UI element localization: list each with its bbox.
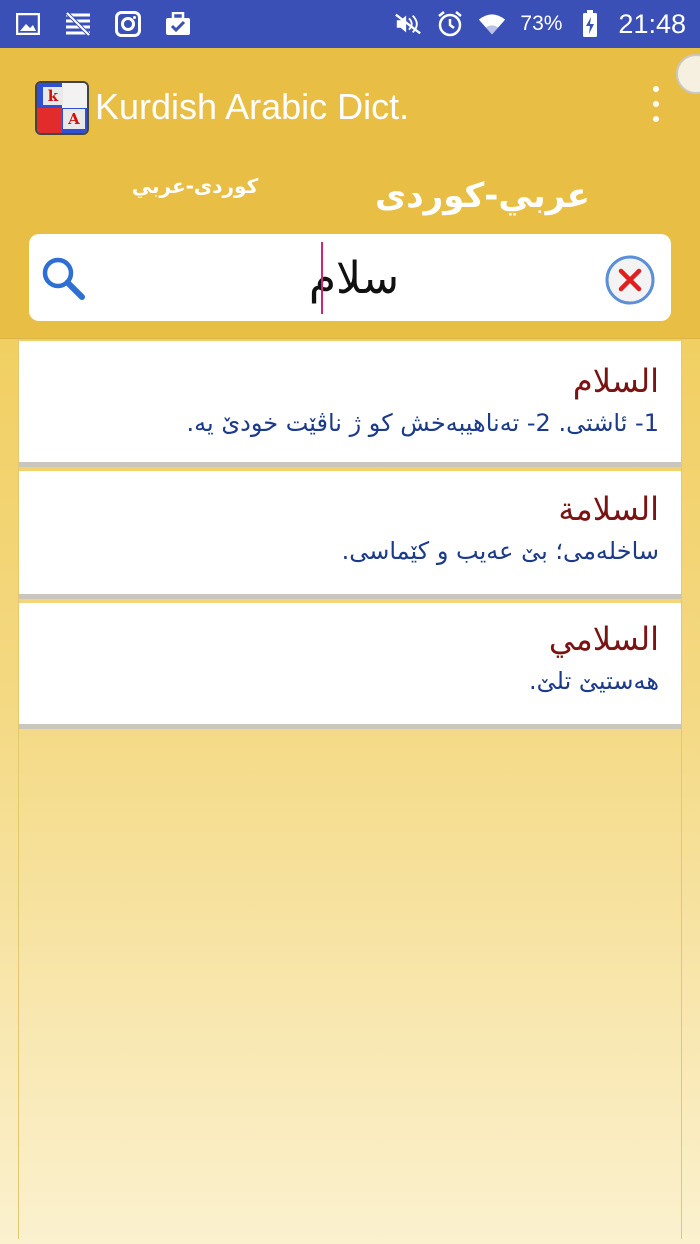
result-item[interactable] <box>19 471 681 599</box>
result-definition: هەستیێ تلێ. <box>528 667 659 695</box>
results-list <box>18 339 682 1239</box>
result-item[interactable] <box>19 341 681 467</box>
clock: 21:48 <box>618 8 686 39</box>
result-definition: 1- ئاشتی. 2- تەناهیبەخش کو ژ ناڤێت خودێ یە. <box>186 409 659 437</box>
gallery-icon <box>14 10 42 38</box>
app-bar <box>0 48 700 338</box>
app-logo <box>35 81 89 135</box>
result-word: السلامي <box>548 620 659 658</box>
result-word: السلامة <box>558 490 659 528</box>
mute-icon <box>394 10 422 38</box>
search-input[interactable] <box>119 244 589 312</box>
logo-letter-k: k <box>43 87 63 105</box>
search-icon[interactable] <box>39 254 89 304</box>
battery-percent: 73% <box>520 12 563 35</box>
wifi-icon <box>478 10 506 38</box>
logo-letter-a: A <box>63 109 85 129</box>
clear-icon[interactable] <box>604 254 656 306</box>
signal-off-icon <box>64 10 92 38</box>
result-word: السلام <box>572 362 659 400</box>
battery-charging-icon <box>576 10 604 38</box>
alarm-icon <box>436 10 464 38</box>
result-definition: ساخلەمی؛ بێ عەیب و کێماسی. <box>341 537 659 565</box>
result-item[interactable] <box>19 603 681 729</box>
status-bar <box>0 0 700 48</box>
search-box <box>29 234 671 321</box>
results-panel <box>0 338 700 1244</box>
text-caret <box>321 242 323 314</box>
instagram-icon <box>114 10 142 38</box>
tab-arabic-kurdish[interactable]: عربي-كوردی <box>375 176 590 216</box>
briefcase-check-icon <box>164 10 192 38</box>
tab-kurdish-arabic[interactable]: كوردی-عربي <box>131 174 259 198</box>
app-title: Kurdish Arabic Dict. <box>95 86 410 127</box>
overflow-menu-icon[interactable] <box>645 86 667 122</box>
